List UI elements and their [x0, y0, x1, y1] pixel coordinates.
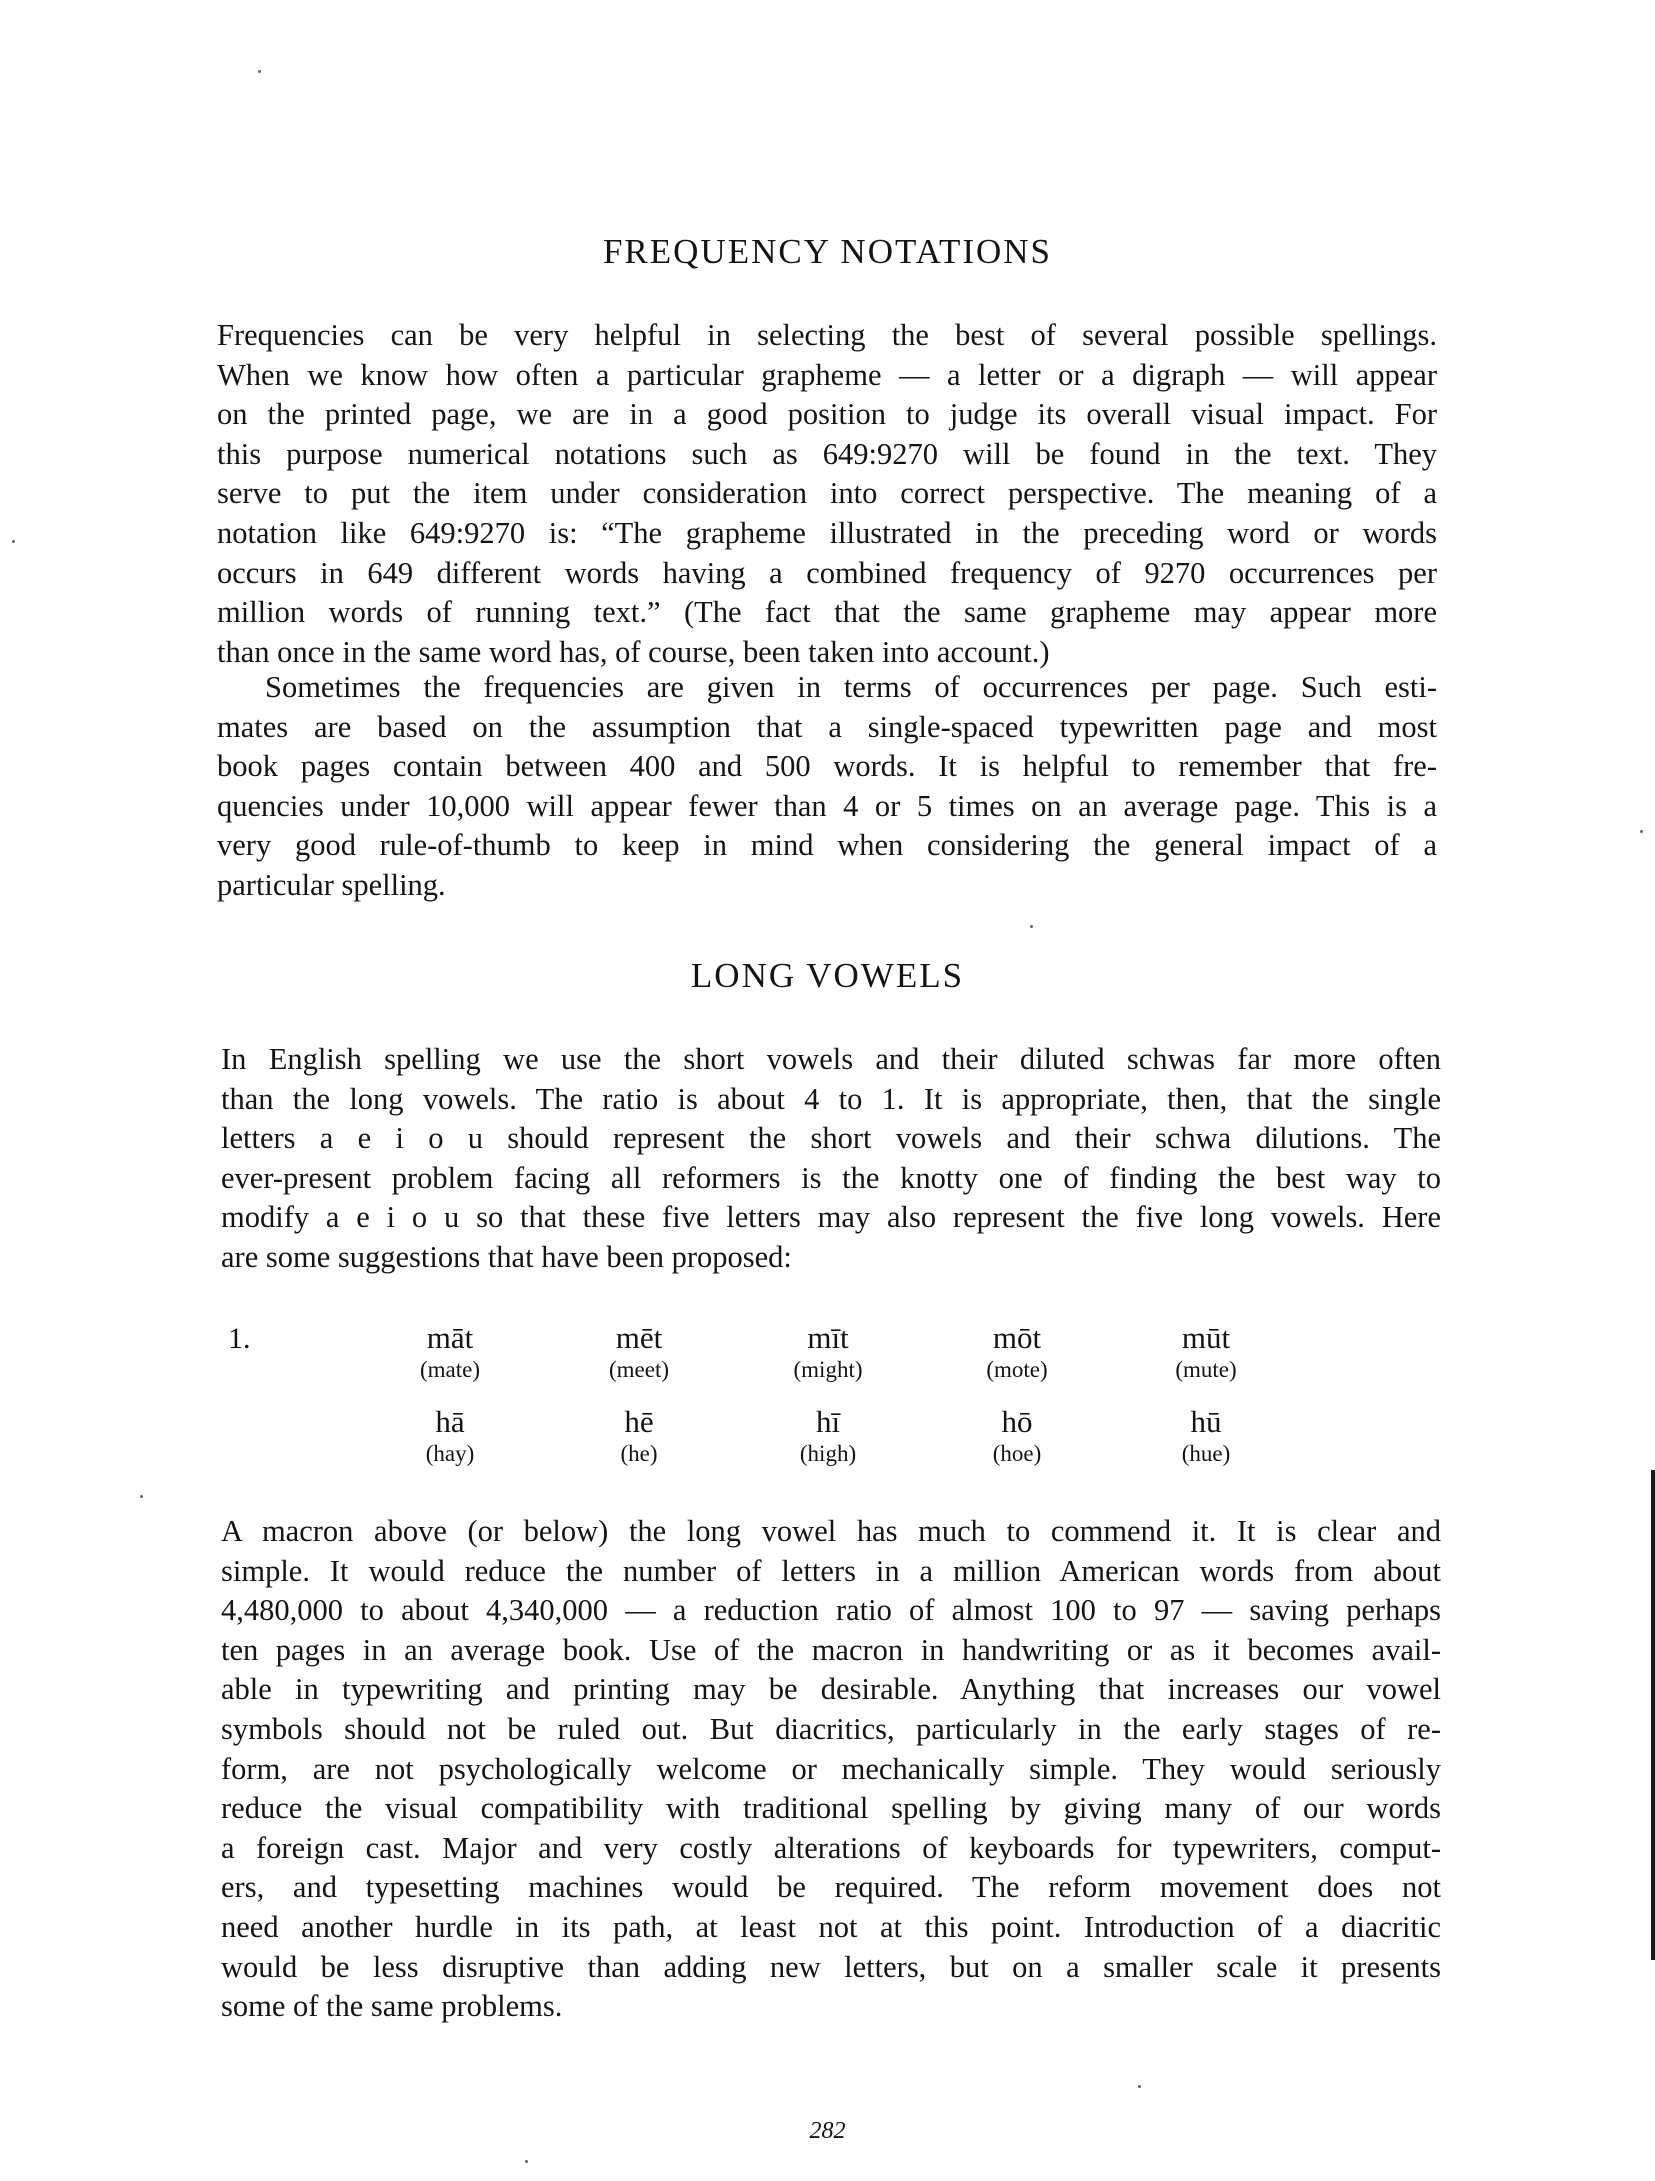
text-line: letters a e i o u should represent the short vowels and their schwa dilutions. The: [221, 1121, 1441, 1156]
text-line: A macron above (or below) the long vowel has much to commend it. It is clear and: [221, 1514, 1441, 1548]
example-cell: [748, 1320, 908, 1384]
example-list-number: 1.: [228, 1322, 251, 1355]
text-line: would be less disruptive than adding new letters, but on a smaller scale it presents: [221, 1949, 1441, 1984]
text-line: able in typewriting and printing may be desirable. Anything that increases our vowel: [221, 1672, 1441, 1707]
text-line: symbols should not be ruled out. But diacritics, particularly in the early stages of re-: [221, 1711, 1441, 1746]
example-cell: [937, 1404, 1097, 1468]
section-heading-frequency-notations: FREQUENCY NOTATIONS: [602, 232, 1053, 271]
text-line: When we know how often a particular grapheme — a letter or a digraph — will appear: [217, 357, 1437, 392]
scan-edge-shadow: [1651, 1470, 1655, 1960]
example-gloss: (high): [799, 1441, 857, 1466]
text-line: serve to put the item under consideration into correct perspective. The meaning of a: [217, 476, 1437, 511]
example-cell: [370, 1404, 530, 1468]
scan-speck: [258, 70, 261, 73]
text-line: modify a e i o u so that these five letters may also represent the five long vowels. Here: [221, 1200, 1441, 1235]
example-gloss: (mote): [986, 1357, 1048, 1382]
text-line: form, are not psychologically welcome or mechanically simple. They would seriously: [221, 1751, 1441, 1786]
text-line: notation like 649:9270 is: “The grapheme illustrated in the preceding word or words: [217, 515, 1437, 550]
text-line: than the long vowels. The ratio is about 4 to 1. It is appropriate, then, that the single: [221, 1081, 1441, 1116]
example-gloss: (mate): [419, 1357, 480, 1382]
text-line: simple. It would reduce the number of letters in a million American words from about: [221, 1553, 1441, 1588]
text-line: quencies under 10,000 will appear fewer than 4 or 5 times on an average page. This is a: [217, 788, 1437, 823]
example-word: mūt: [1181, 1320, 1231, 1355]
example-cell: [1126, 1404, 1286, 1468]
text-line: book pages contain between 400 and 500 words. It is helpful to remember that fre-: [217, 749, 1437, 784]
example-gloss: (hue): [1181, 1441, 1231, 1466]
text-line: mates are based on the assumption that a single-spaced typewritten page and most: [217, 709, 1437, 744]
example-word: hō: [1001, 1404, 1033, 1439]
text-line: need another hurdle in its path, at least not at this point. Introduction of a diacritic: [221, 1909, 1441, 1944]
example-word: māt: [426, 1320, 474, 1355]
example-word: mōt: [992, 1320, 1042, 1355]
page-number: 282: [809, 2118, 846, 2144]
section-heading-long-vowels: LONG VOWELS: [690, 956, 965, 995]
text-line: reduce the visual compatibility with traditional spelling by giving many of our words: [221, 1791, 1441, 1826]
paragraph-macron-discussion: [221, 1512, 1441, 2027]
text-line: than once in the same word has, of course, been taken into account.): [217, 634, 1050, 669]
example-cell: [748, 1404, 908, 1468]
text-line: ten pages in an average book. Use of the macron in handwriting or as it becomes avail-: [221, 1632, 1441, 1667]
example-gloss: (hoe): [992, 1441, 1042, 1466]
scan-speck: [1138, 2085, 1141, 2088]
scan-speck: [1640, 830, 1643, 833]
example-cell: [559, 1320, 719, 1384]
text-line: Sometimes the frequencies are given in terms of occurrences per page. Such esti-: [265, 670, 1437, 704]
text-line: occurs in 649 different words having a combined frequency of 9270 occurrences per: [217, 555, 1437, 590]
example-cell: [937, 1320, 1097, 1384]
text-line: this purpose numerical notations such as 649:9270 will be found in the text. They: [217, 436, 1437, 471]
example-word: mēt: [615, 1320, 663, 1355]
text-line: particular spelling.: [217, 867, 446, 902]
example-cell: [1126, 1320, 1286, 1384]
scan-speck: [12, 540, 15, 543]
text-line: ever-present problem facing all reformers is the knotty one of finding the best way to: [221, 1160, 1441, 1195]
example-word: hū: [1190, 1404, 1222, 1439]
text-line: In English spelling we use the short vowels and their diluted schwas far more often: [221, 1042, 1441, 1076]
example-word: mīt: [807, 1320, 849, 1355]
scan-speck: [140, 1495, 143, 1498]
example-gloss: (he): [620, 1441, 658, 1466]
example-gloss: (might): [793, 1357, 863, 1382]
example-gloss: (mute): [1175, 1357, 1237, 1382]
example-word: hī: [815, 1404, 841, 1439]
example-word: hē: [624, 1404, 654, 1439]
example-gloss: (hay): [425, 1441, 475, 1466]
text-line: a foreign cast. Major and very costly alterations of keyboards for typewriters, comput-: [221, 1830, 1441, 1865]
text-line: some of the same problems.: [221, 1989, 563, 2024]
scan-speck: [1030, 925, 1033, 928]
scan-speck: [525, 2160, 528, 2163]
text-line: ers, and typesetting machines would be required. The reform movement does not: [221, 1870, 1441, 1905]
paragraph-frequency-per-page: [217, 668, 1437, 906]
text-line: on the printed page, we are in a good position to judge its overall visual impact. For: [217, 397, 1437, 432]
text-line: million words of running text.” (The fact that the same grapheme may appear more: [217, 595, 1437, 630]
text-line: very good rule-of-thumb to keep in mind when considering the general impact of a: [217, 828, 1437, 863]
paragraph-frequency-intro: [217, 316, 1437, 672]
example-gloss: (meet): [608, 1357, 669, 1382]
example-cell: [370, 1320, 530, 1384]
text-line: 4,480,000 to about 4,340,000 — a reduction ratio of almost 100 to 97 — saving perhaps: [221, 1593, 1441, 1628]
paragraph-long-vowels-intro: [221, 1040, 1441, 1278]
text-line: Frequencies can be very helpful in selecting the best of several possible spellings.: [217, 318, 1437, 352]
text-line: are some suggestions that have been proposed:: [221, 1239, 792, 1274]
example-cell: [559, 1404, 719, 1468]
example-word: hā: [435, 1404, 465, 1439]
